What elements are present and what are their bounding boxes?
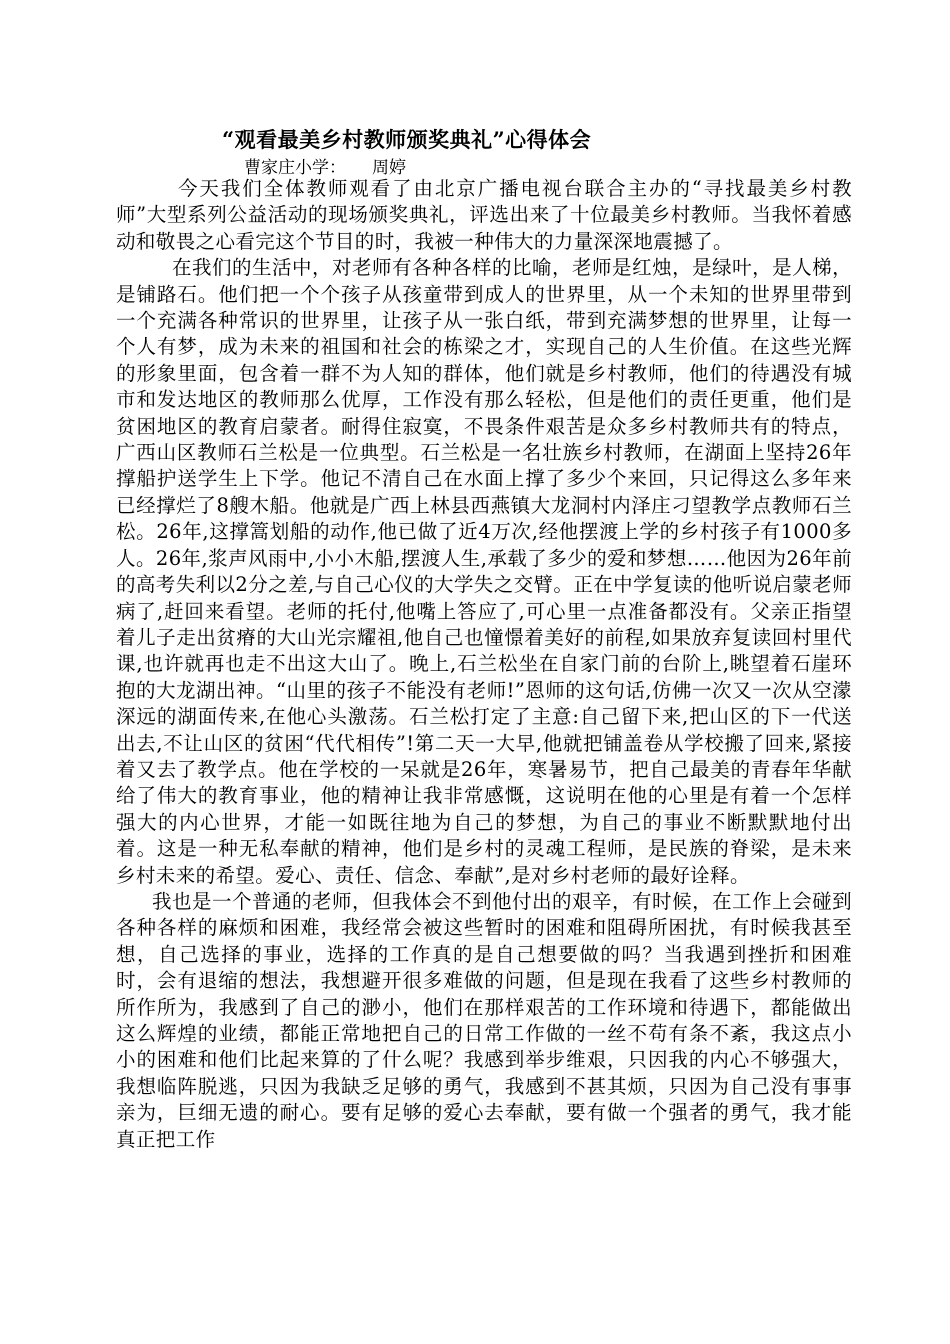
document-title: “观看最美乡村教师颁奖典礼”心得体会	[222, 127, 592, 152]
paragraph-1: 今天我们全体教师观看了由北京广播电视台联合主办的“寻找最美乡村教师”大型系列公益活动的现场颁奖典礼，评选出来了十位最美乡村教师。当我怀着感动和敬畏之心看完这个节目的时，我被一种伟大的力量深深地震撼了。	[116, 177, 852, 253]
author-name: 周婷	[372, 158, 406, 178]
school-name: 曹家庄小学：	[244, 158, 346, 178]
author-line	[244, 153, 406, 178]
document-body	[116, 176, 852, 1153]
paragraph-2: 在我们的生活中，对老师有各种各样的比喻，老师是红烛，是绿叶，是人梯，是铺路石。他们把一个个孩子从孩童带到成人的世界里，从一个未知的世界里带到一个充满各种常识的世界里，让孩子从一张白纸，带到充满梦想的世界里，让每一个人有梦，成为未来的祖国和社会的栋梁之才，实现自己的人生价值。在这些光辉的形象里面，包含着一群不为人知的群体，他们就是乡村教师，他们的待遇没有城市和发达地区的教师那么优厚，工作没有那么轻松，但是他们的责任更重，他们是贫困地区的教育启蒙者。耐得住寂寞，不畏条件艰苦是众多乡村教师共有的特点，广西山区教师石兰松是一位典型。石兰松是一名壮族乡村教师，在湖面上坚持26年撑船护送学生上下学。他记不清自己在水面上撑了多少个来回，只记得这么多年来已经撑烂了8艘木船。他就是广西上林县西燕镇大龙洞村内泽庄刁望教学点教师石兰松。26年,这撑篙划船的动作,他已做了近4万次,经他摆渡上学的乡村孩子有1000多人。26年,浆声风雨中,小小木船,摆渡人生,承载了多少的爱和梦想……他因为26年前的高考失利以2分之差,与自己心仪的大学失之交臂。正在中学复读的他听说启蒙老师病了,赶回来看望。老师的托付,他嘴上答应了,可心里一点准备都没有。父亲正指望着儿子走出贫瘠的大山光宗耀祖,他自己也憧憬着美好的前程,如果放弃复读回村里代课,也许就再也走不出这大山了。晚上,石兰松坐在自家门前的台阶上,眺望着石崖环抱的大龙湖出神。“山里的孩子不能没有老师!”恩师的这句话,仿佛一次又一次从空濛深远的湖面传来,在他心头激荡。石兰松打定了主意:自己留下来,把山区的下一代送出去,不让山区的贫困“代代相传”!第二天一大早,他就把铺盖卷从学校搬了回来,紧接着又去了教学点。他在学校的一呆就是26年，寒暑易节，把自己最美的青春年华献给了伟大的教育事业，他的精神让我非常感慨，这说明在他的心里是有着一个怎样强大的内心世界，才能一如既往地为自己的梦想，为自己的事业不断默默地付出着。这是一种无私奉献的精神，他们是乡村的灵魂工程师，是民族的脊梁，是未来乡村未来的希望。爱心、责任、信念、奉献”,是对乡村老师的最好诠释。	[116, 256, 852, 887]
paragraph-3: 我也是一个普通的老师，但我体会不到他付出的艰辛，有时候，在工作上会碰到各种各样的麻烦和困难，我经常会被这些暂时的困难和阻碍所困扰，有时候我甚至想，自己选择的事业，选择的工作真的是自己想要做的吗？当我遇到挫折和困难时，会有退缩的想法，我想避开很多难做的问题，但是现在我看了这些乡村教师的所作所为，我感到了自己的渺小，他们在那样艰苦的工作环境和待遇下，都能做出这么辉煌的业绩，都能正常地把自己的日常工作做的一丝不苟有条不紊，我这点小小的困难和他们比起来算的了什么呢？我感到举步维艰，只因我的内心不够强大，我想临阵脱逃，只因为我缺乏足够的勇气，我感到不甚其烦，只因为自己没有事事亲为，巨细无遗的耐心。要有足够的爱心去奉献，要有做一个强者的勇气，我才能真正把工作	[116, 889, 852, 1151]
